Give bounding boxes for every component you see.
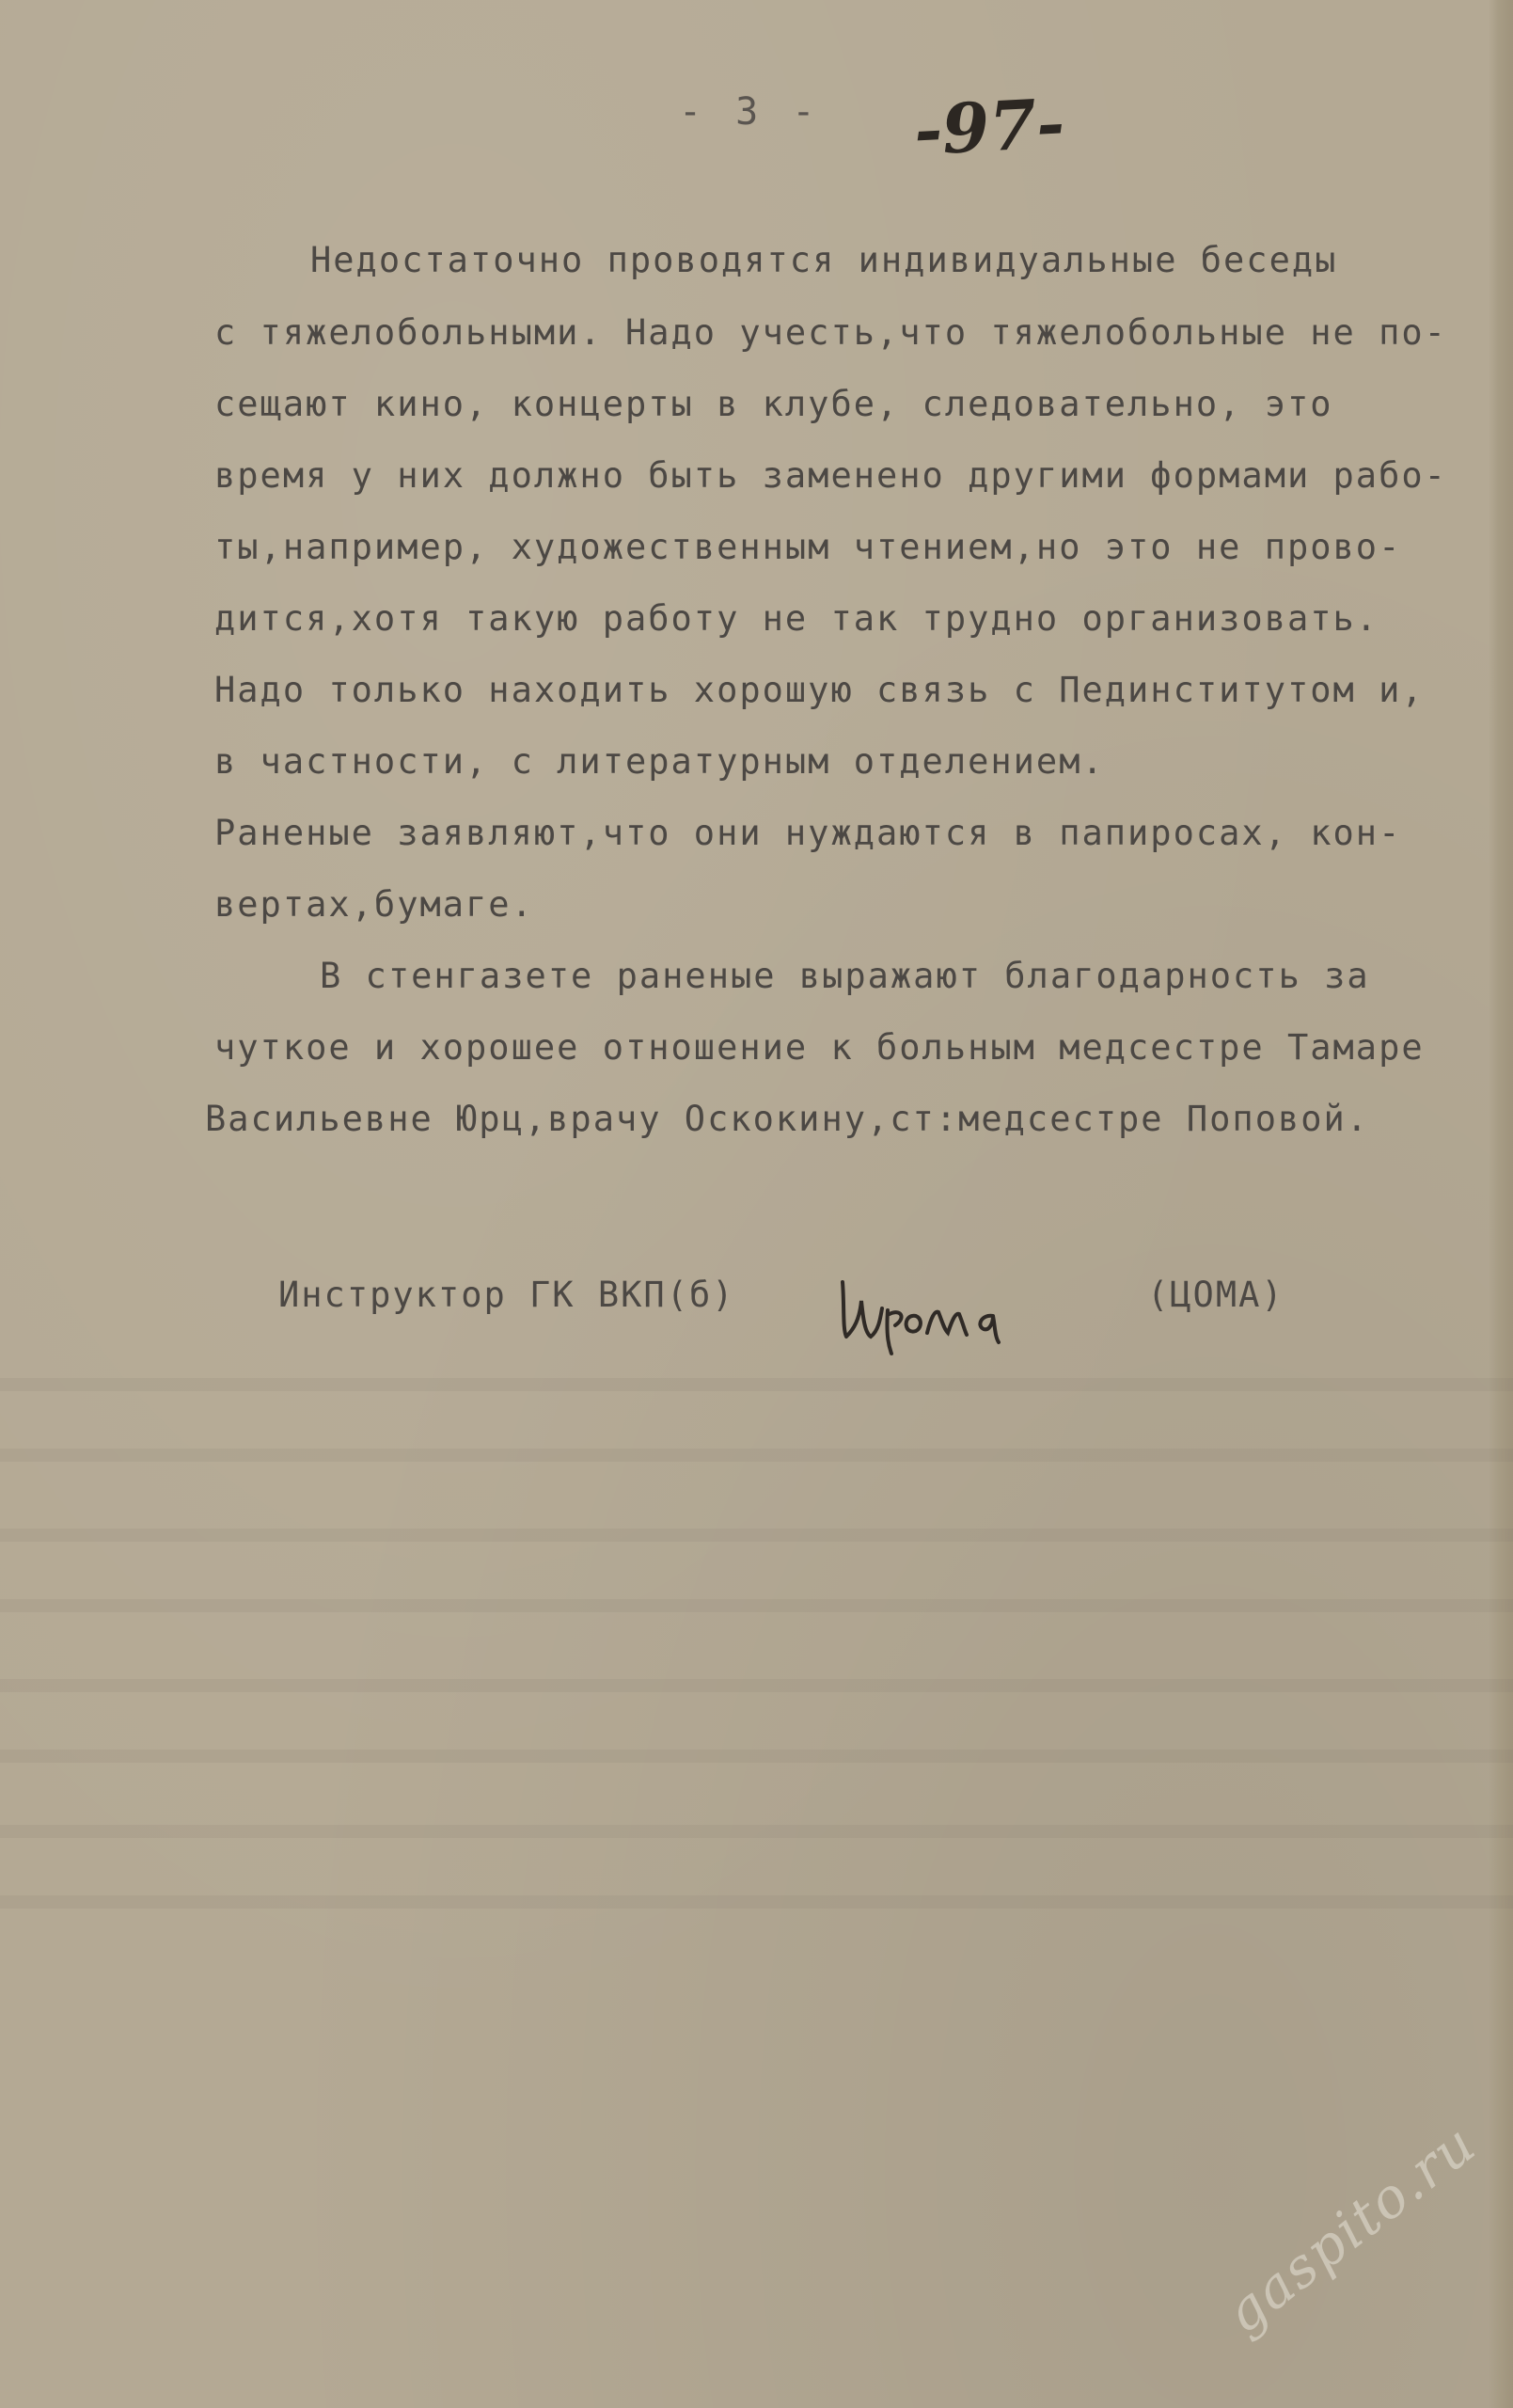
bleed-through-stripe bbox=[0, 1529, 1513, 1542]
body-line: Раненые заявляют,что они нуждаются в папиросах, кон- bbox=[214, 813, 1402, 853]
body-line: В стенгазете раненые выражают благодарность за bbox=[320, 956, 1370, 996]
bleed-through-stripe bbox=[0, 1825, 1513, 1838]
bleed-through-stripe bbox=[0, 1449, 1513, 1462]
watermark: gaspito.ru bbox=[1213, 2111, 1489, 2346]
body-line: сещают кино, концерты в клубе, следовательно, это bbox=[214, 384, 1333, 424]
signatory-title: Инструктор ГК ВКП(б) bbox=[278, 1275, 735, 1315]
page-number: - 3 - bbox=[679, 90, 821, 134]
body-line: чуткое и хорошее отношение к больным медсестре Тамаре bbox=[214, 1027, 1425, 1068]
body-line: Васильевне Юрц,врачу Оскокину,ст:медсестре Поповой. bbox=[205, 1099, 1370, 1139]
body-line: дится,хотя такую работу не так трудно организовать. bbox=[214, 598, 1379, 639]
body-line: Недостаточно проводятся индивидуальные беседы bbox=[310, 240, 1338, 280]
page-edge-shadow bbox=[1489, 0, 1513, 2408]
archive-folio-number: -97- bbox=[911, 82, 1067, 171]
bleed-through-stripe bbox=[0, 1679, 1513, 1692]
bleed-through-stripe bbox=[0, 1599, 1513, 1612]
body-line: с тяжелобольными. Надо учесть,что тяжелобольные не по- bbox=[214, 312, 1447, 353]
signature-block bbox=[278, 1275, 1313, 1406]
body-line: Надо только находить хорошую связь с Пединститутом и, bbox=[214, 670, 1425, 710]
body-line: время у них должно быть заменено другими формами рабо- bbox=[214, 455, 1447, 496]
body-line: вертах,бумаге. bbox=[214, 884, 534, 925]
handwritten-signature bbox=[833, 1263, 1021, 1357]
body-line: ты,например, художественным чтением,но это не прово- bbox=[214, 527, 1402, 567]
body-line: в частности, с литературным отделением. bbox=[214, 741, 1105, 782]
signatory-name: (ЦОМА) bbox=[1147, 1275, 1284, 1315]
bleed-through-stripe bbox=[0, 1750, 1513, 1763]
bleed-through-stripe bbox=[0, 1895, 1513, 1909]
